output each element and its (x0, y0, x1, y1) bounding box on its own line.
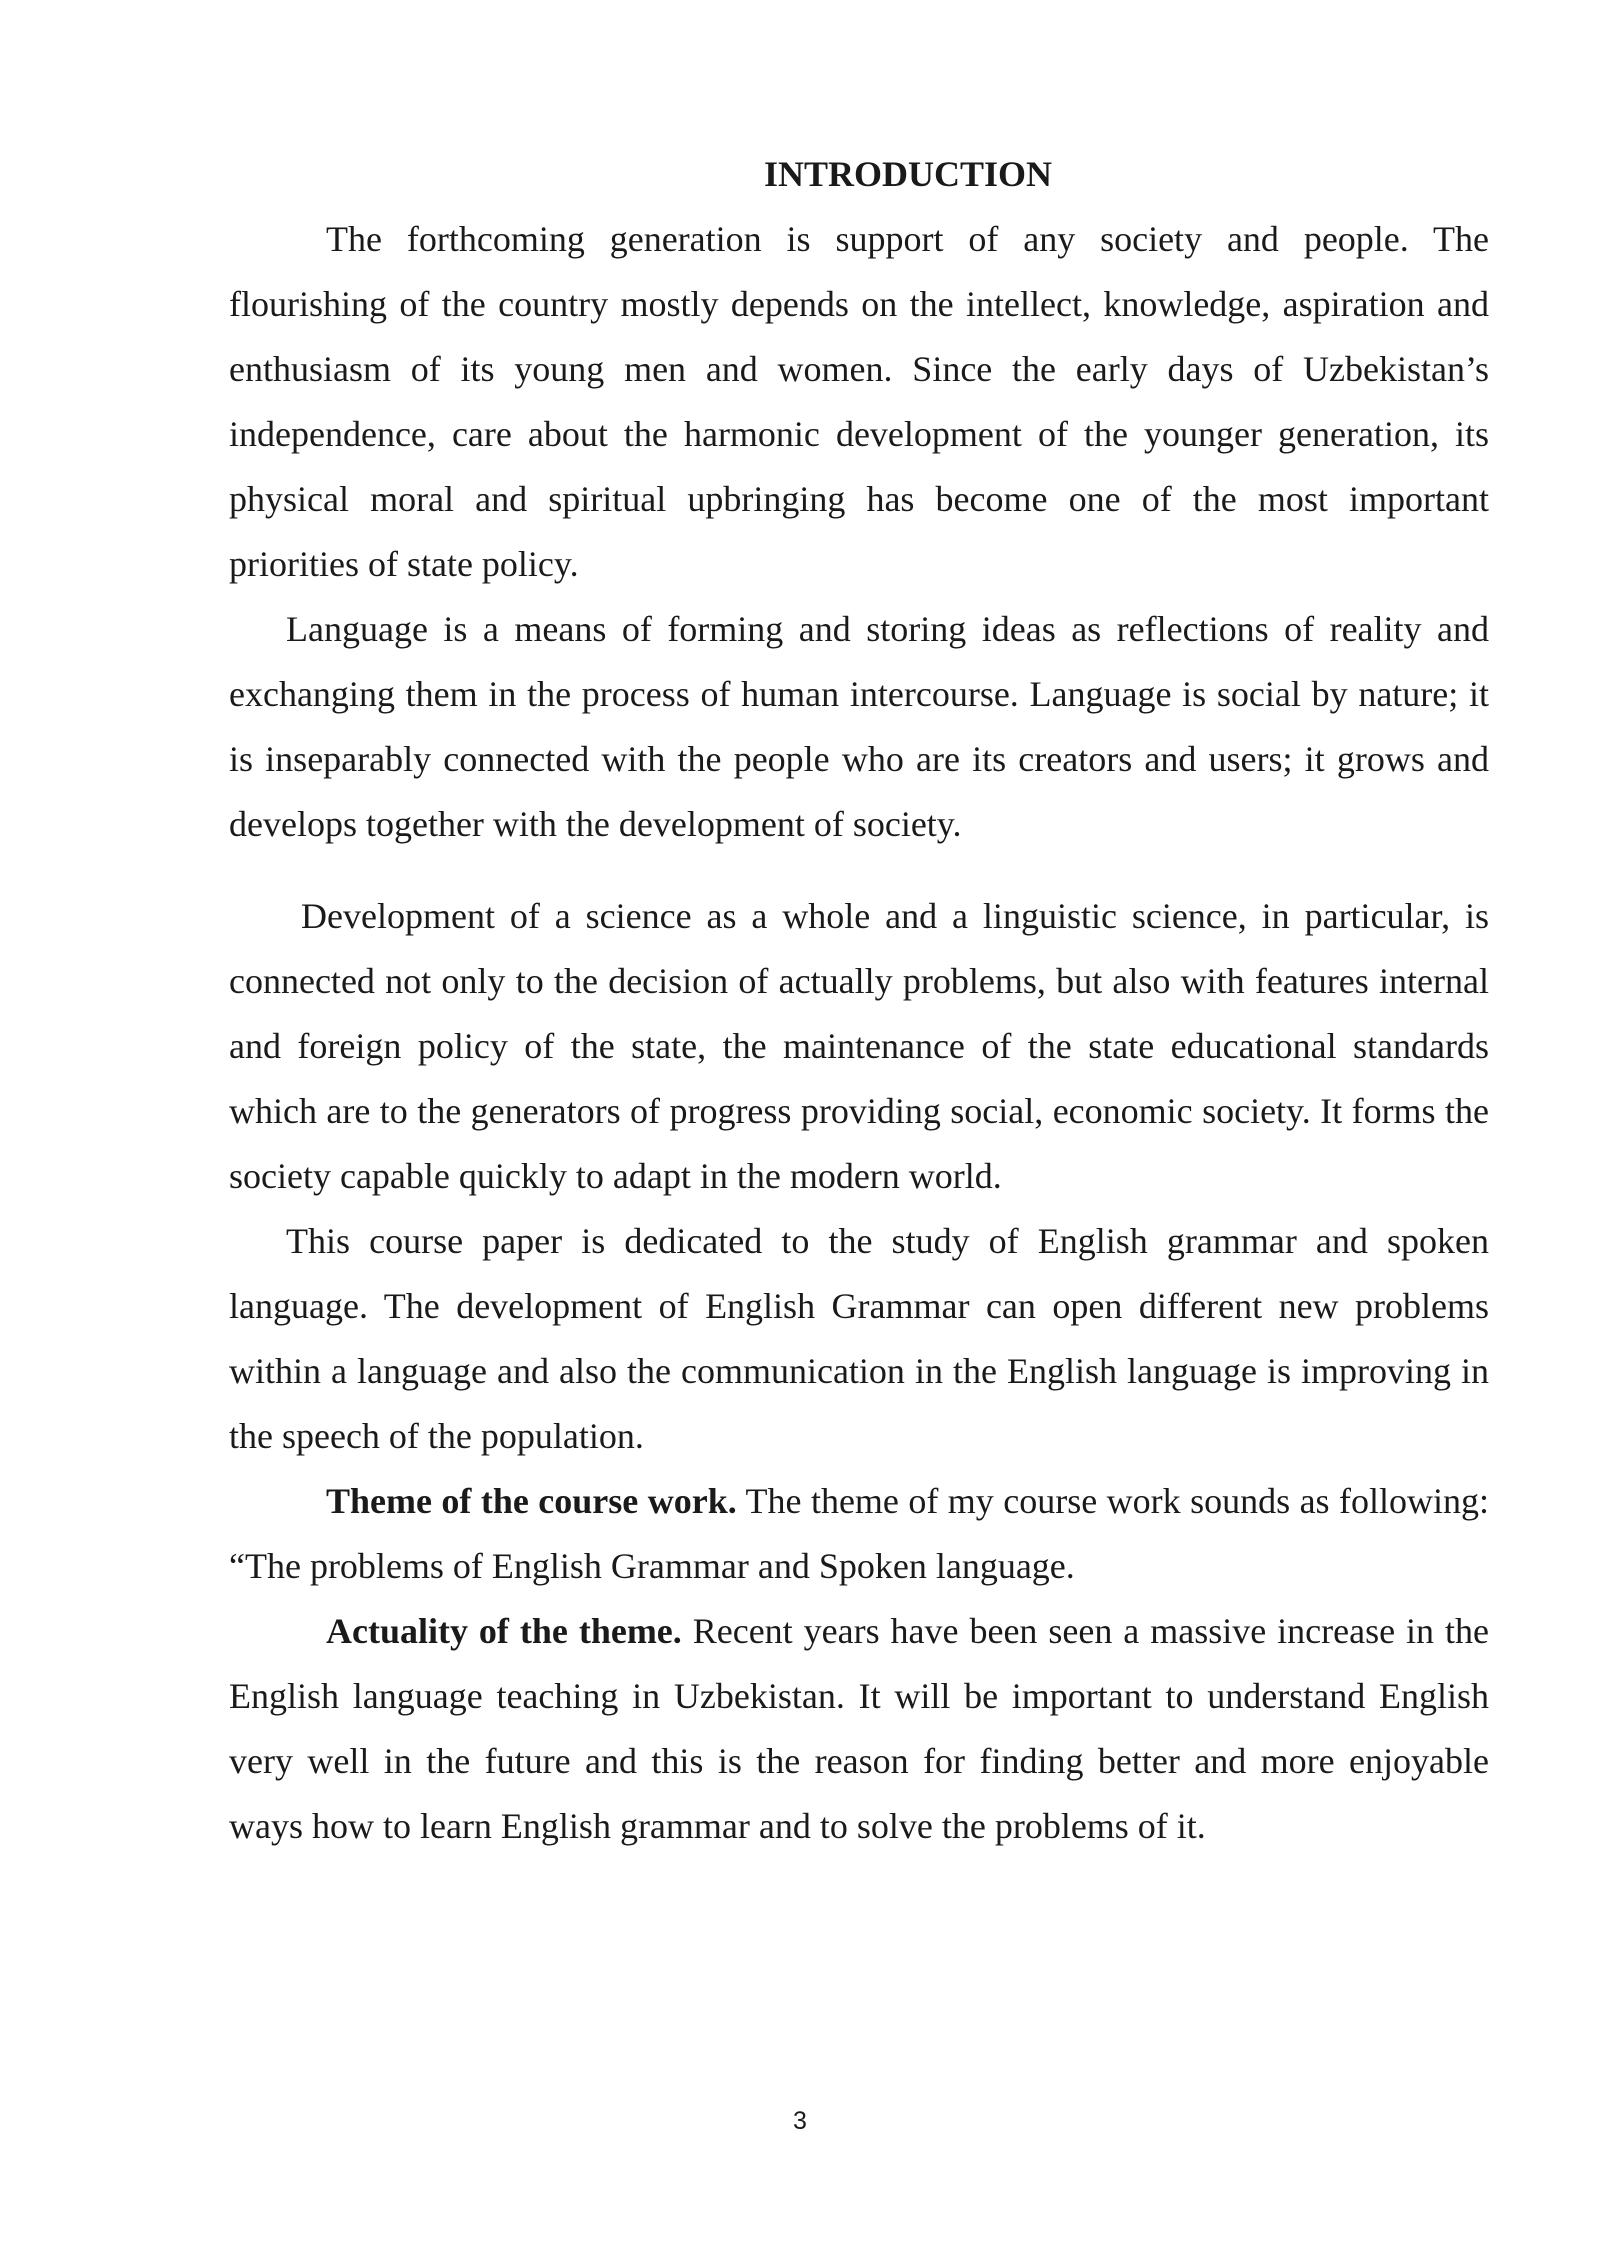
page-heading: INTRODUCTION (763, 154, 1053, 194)
theme-lead: Theme of the course work. (326, 1481, 737, 1521)
paragraph-4: This course paper is dedicated to the study of English grammar and spoken language. The development of English Grammar can open different new problems within a language and also the communication in the English language is improving in the speech of the population. (229, 1221, 1489, 1456)
paragraph-theme (229, 1469, 1489, 1599)
document-body (229, 142, 1489, 1859)
paragraph-3: Development of a science as a whole and a linguistic science, in particular, is connected not only to the decision of actually problems, but also with features internal and foreign policy of the state, the maintenance of the state educational standards which are to the generators of progress providing social, economic society. It forms the society capable quickly to adapt in the modern world. (229, 896, 1489, 1196)
paragraph-1: The forthcoming generation is support of any society and people. The flourishing of the country mostly depends on the intellect, knowledge, aspiration and enthusiasm of its young men and women. Since the early days of Uzbekistan’s independence, care about the harmonic development of the younger generation, its physical moral and spiritual upbringing has become one of the most important priorities of state policy. (229, 219, 1489, 584)
actuality-lead: Actuality of the theme. (326, 1611, 682, 1651)
paragraph-actuality (229, 1599, 1489, 1859)
theme-text: The theme of my course work sounds as following: “The problems of English Grammar and Spoken language. (229, 1481, 1490, 1586)
page-number: 3 (793, 2107, 807, 2135)
actuality-text: Recent years have been seen a massive increase in the English language teaching in Uzbekistan. It will be important to understand English very well in the future and this is the reason for finding better and more enjoyable ways how to learn English grammar and to solve the problems of it. (229, 1611, 1489, 1846)
paragraph-2: Language is a means of forming and storing ideas as reflections of reality and exchanging them in the process of human intercourse. Language is social by nature; it is inseparably connected with the people who are its creators and users; it grows and develops together with the development of society. (229, 609, 1489, 844)
